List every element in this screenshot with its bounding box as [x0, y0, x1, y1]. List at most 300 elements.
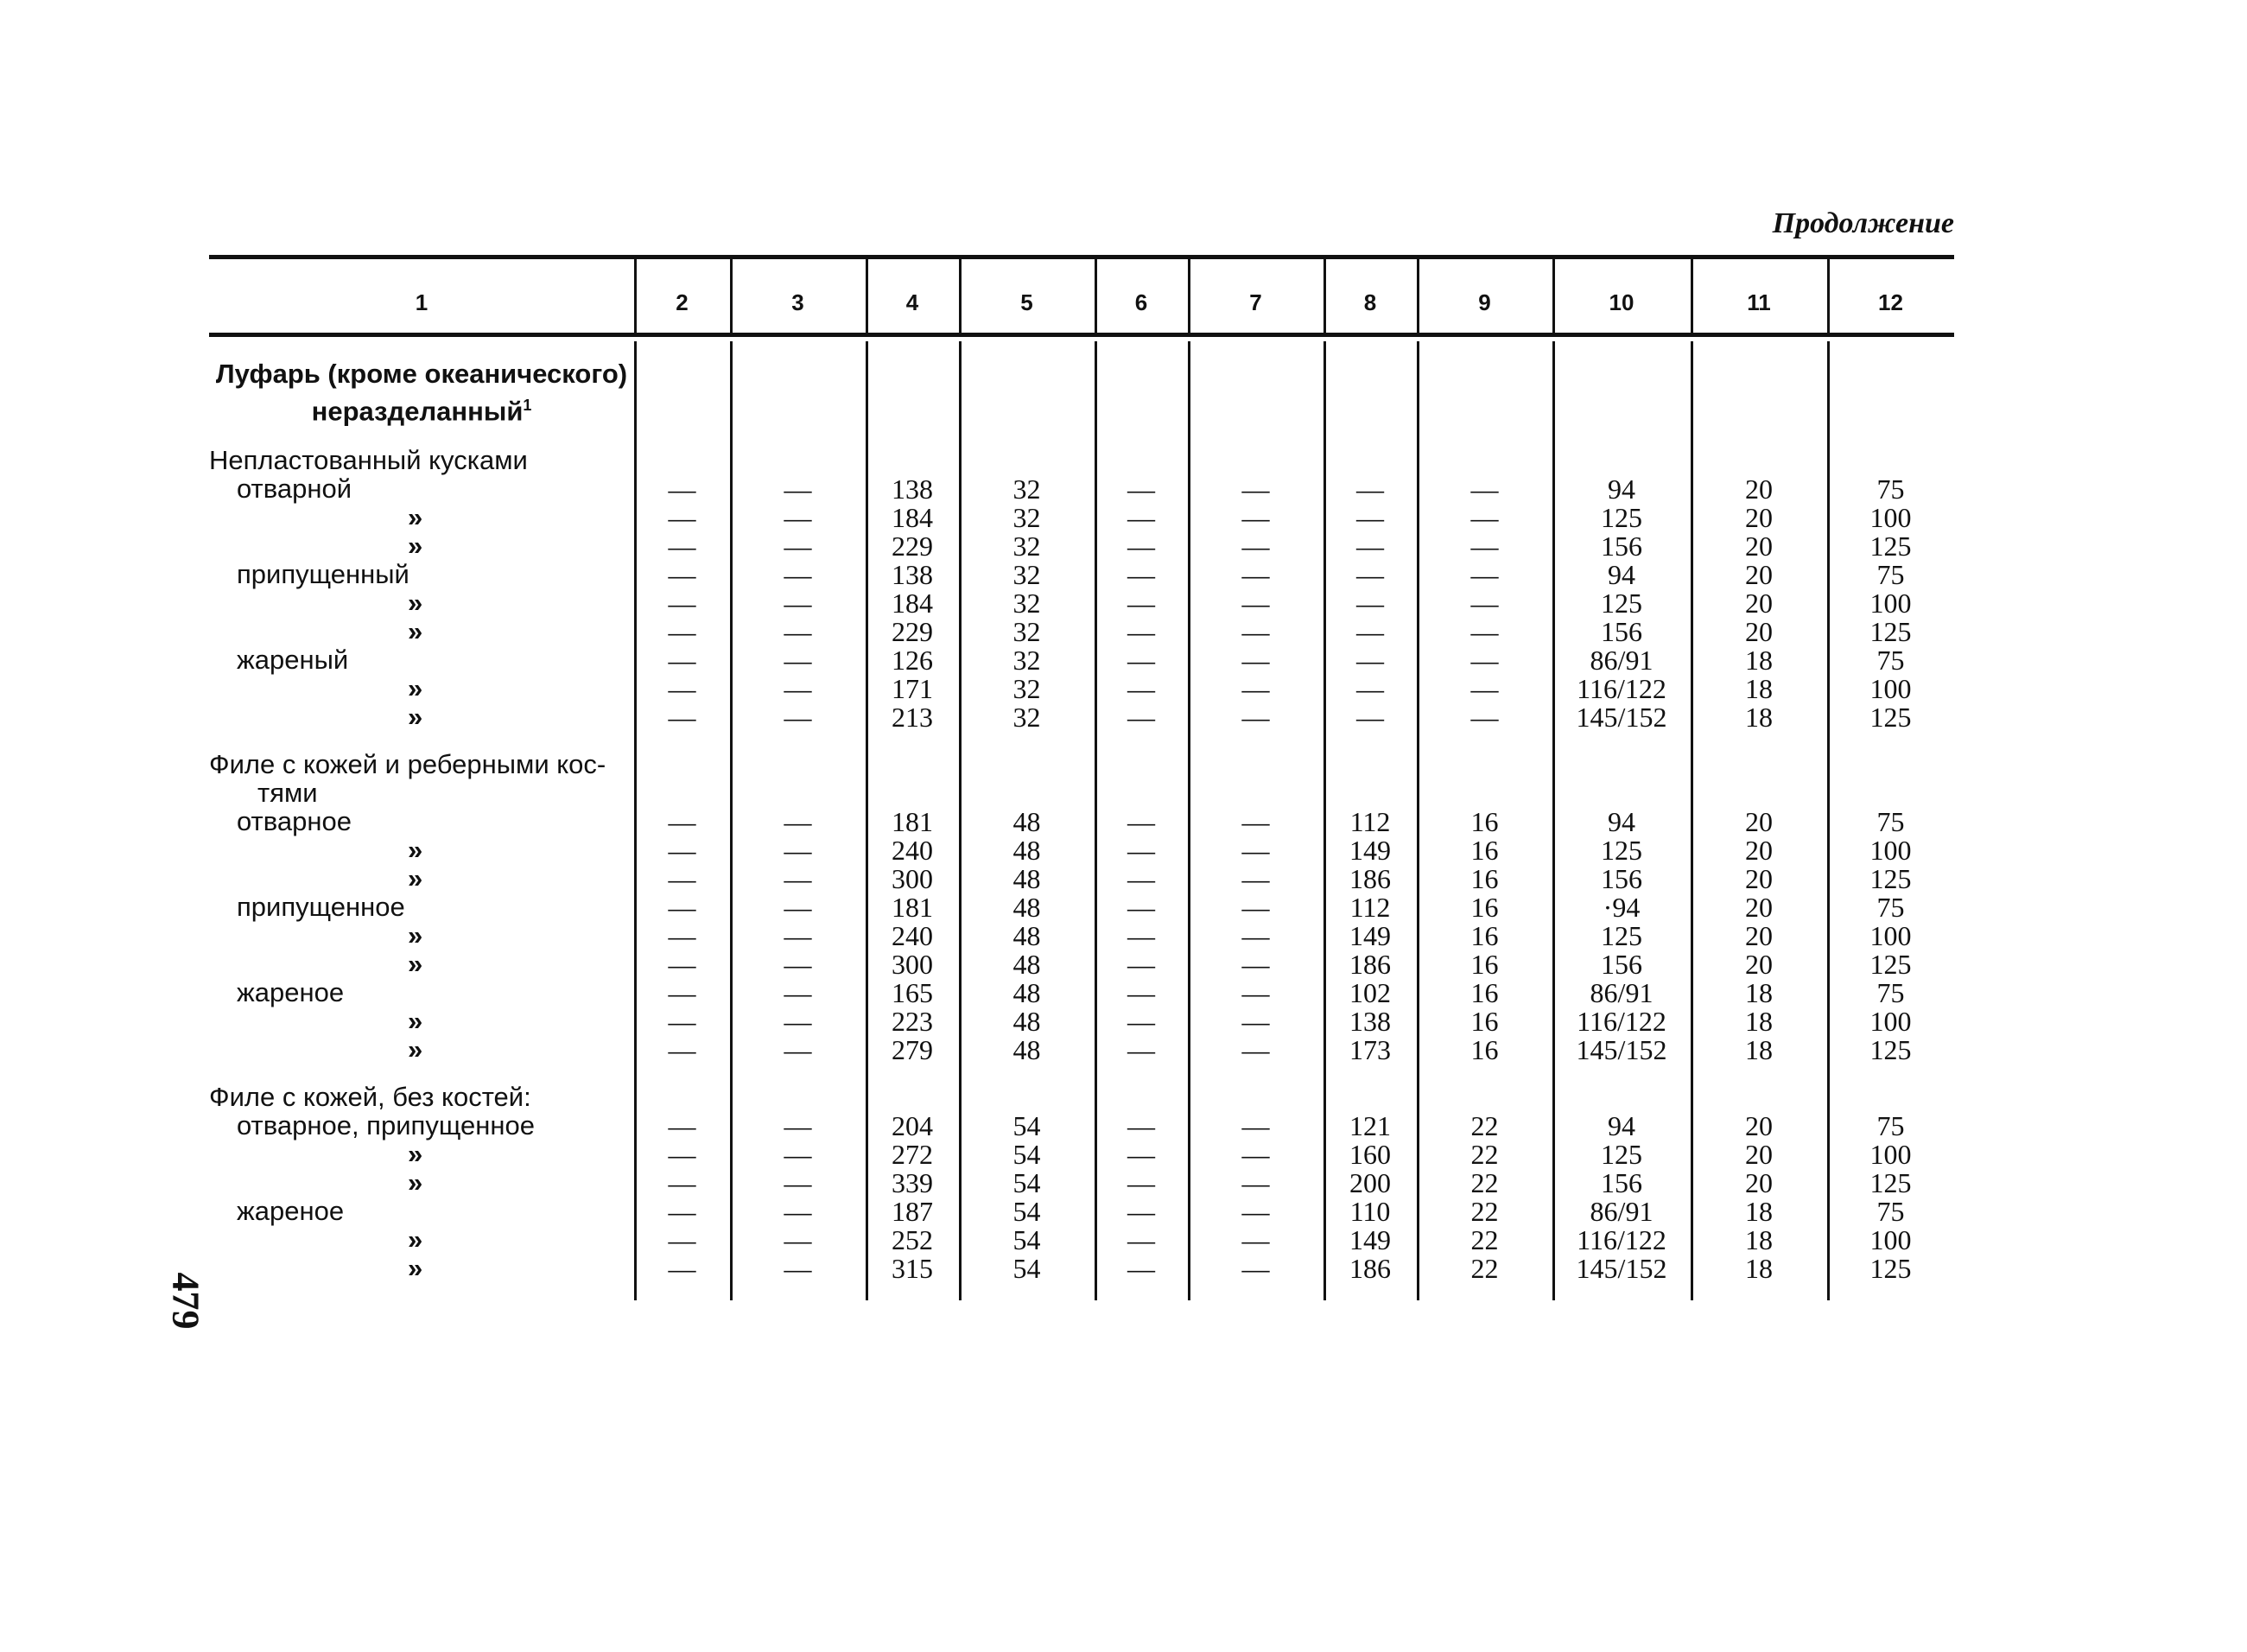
- table-cell: 86/91: [1590, 1196, 1654, 1227]
- table-cell: —: [784, 1253, 812, 1284]
- table-cell: 112: [1349, 892, 1391, 923]
- table-cell: ·94: [1603, 892, 1641, 923]
- row-label: отварное: [237, 806, 352, 836]
- table-cell: 100: [1869, 920, 1912, 951]
- table-cell: —: [784, 473, 812, 505]
- table-cell: 75: [1876, 1110, 1905, 1141]
- table-cell: —: [1241, 531, 1270, 562]
- table-cell: —: [1470, 673, 1499, 704]
- table-cell: 116/122: [1577, 1224, 1666, 1255]
- table-cell: 75: [1876, 1196, 1905, 1227]
- table-cell: —: [1127, 892, 1155, 923]
- table-cell: —: [668, 920, 696, 951]
- table-cell: —: [1241, 502, 1270, 533]
- column-header: 1: [415, 289, 428, 315]
- table-cell: 160: [1349, 1139, 1391, 1170]
- table-cell: 94: [1608, 806, 1635, 837]
- row-label: »: [408, 1224, 423, 1255]
- table-cell: —: [1241, 1034, 1270, 1065]
- table-cell: —: [668, 502, 696, 533]
- table-cell: 125: [1601, 1139, 1642, 1170]
- table-cell: 48: [1012, 863, 1041, 894]
- table-cell: 22: [1470, 1196, 1499, 1227]
- row-label: »: [408, 1139, 423, 1169]
- table-cell: 184: [892, 502, 933, 533]
- table-cell: —: [1241, 863, 1270, 894]
- table-cell: —: [1241, 473, 1270, 505]
- table-cell: —: [1241, 1110, 1270, 1141]
- table-cell: 86/91: [1590, 645, 1654, 676]
- table-cell: 156: [1601, 863, 1642, 894]
- table-cell: —: [1241, 673, 1270, 704]
- table-cell: 18: [1745, 977, 1773, 1008]
- table-cell: —: [1470, 502, 1499, 533]
- table-cell: —: [668, 645, 696, 676]
- table-cell: —: [1241, 645, 1270, 676]
- row-label: жареное: [237, 1196, 345, 1226]
- table-cell: 16: [1470, 835, 1499, 866]
- table-cell: —: [1356, 616, 1384, 647]
- table-cell: —: [784, 645, 812, 676]
- table-cell: 20: [1745, 473, 1773, 505]
- table-cell: —: [1356, 645, 1384, 676]
- table-cell: 279: [892, 1034, 933, 1065]
- table-cell: 125: [1601, 920, 1642, 951]
- table-cell: 20: [1745, 949, 1773, 980]
- table-cell: —: [1127, 531, 1155, 562]
- table-cell: —: [1127, 806, 1155, 837]
- table-title: [209, 359, 634, 427]
- table-cell: 138: [892, 559, 933, 590]
- table-cell: —: [1356, 559, 1384, 590]
- row-label: »: [408, 531, 423, 561]
- row-label: »: [408, 949, 423, 979]
- table-cell: 32: [1012, 559, 1041, 590]
- table-cell: 223: [892, 1006, 933, 1037]
- table-cell: 54: [1012, 1196, 1041, 1227]
- table-cell: 22: [1470, 1139, 1499, 1170]
- table-cell: —: [784, 835, 812, 866]
- table-cell: —: [784, 1139, 812, 1170]
- table-cell: —: [1241, 1224, 1270, 1255]
- column-header: 4: [905, 289, 919, 315]
- table-cell: 32: [1012, 702, 1041, 733]
- page-number: 479: [164, 1272, 207, 1330]
- table-cell: 75: [1876, 977, 1905, 1008]
- table-cell: —: [668, 806, 696, 837]
- table-cell: 100: [1869, 1006, 1912, 1037]
- table-cell: 156: [1601, 616, 1642, 647]
- table-cell: 54: [1012, 1110, 1041, 1141]
- table-cell: 272: [892, 1139, 933, 1170]
- table-cell: —: [1127, 1224, 1155, 1255]
- table-cell: 186: [1349, 863, 1391, 894]
- table-cell: —: [784, 920, 812, 951]
- column-header: 8: [1363, 289, 1377, 315]
- table-cell: 16: [1470, 949, 1499, 980]
- table-cell: —: [1127, 673, 1155, 704]
- data-table: [209, 255, 1954, 1309]
- table-cell: —: [784, 1167, 812, 1198]
- table-cell: —: [668, 1167, 696, 1198]
- table-cell: 18: [1745, 645, 1773, 676]
- table-cell: —: [1127, 1167, 1155, 1198]
- table-cell: 18: [1745, 1224, 1773, 1255]
- table-cell: 16: [1470, 806, 1499, 837]
- table-cell: —: [668, 702, 696, 733]
- table-cell: —: [1127, 616, 1155, 647]
- table-cell: 125: [1601, 502, 1642, 533]
- table-cell: 32: [1012, 645, 1041, 676]
- table-cell: 20: [1745, 502, 1773, 533]
- table-cell: 229: [892, 616, 933, 647]
- table-cell: 48: [1012, 949, 1041, 980]
- table-cell: —: [1241, 806, 1270, 837]
- table-cell: —: [1470, 588, 1499, 619]
- table-cell: 32: [1012, 531, 1041, 562]
- table-cell: 48: [1012, 835, 1041, 866]
- row-label: »: [408, 1034, 423, 1064]
- row-label: »: [408, 1167, 423, 1198]
- row-label: »: [408, 863, 423, 893]
- table-cell: 126: [892, 645, 933, 676]
- table-cell: —: [1241, 920, 1270, 951]
- table-cell: 32: [1012, 473, 1041, 505]
- table-cell: —: [1470, 559, 1499, 590]
- table-cell: —: [1127, 702, 1155, 733]
- table-cell: —: [668, 531, 696, 562]
- table-cell: 20: [1745, 1110, 1773, 1141]
- table-cell: 125: [1601, 588, 1642, 619]
- table-cell: —: [1241, 616, 1270, 647]
- table-cell: 94: [1608, 1110, 1635, 1141]
- table-title-footnote: 1: [523, 397, 532, 414]
- table-cell: 22: [1470, 1110, 1499, 1141]
- table-cell: 110: [1349, 1196, 1391, 1227]
- column-header: 6: [1134, 289, 1148, 315]
- table-cell: 121: [1349, 1110, 1391, 1141]
- table-cell: 75: [1876, 473, 1905, 505]
- table-cell: 125: [1869, 702, 1912, 733]
- table-cell: —: [784, 1110, 812, 1141]
- column-header: 12: [1878, 289, 1903, 315]
- table-cell: 75: [1876, 559, 1905, 590]
- table-cell: —: [1127, 863, 1155, 894]
- table-cell: 48: [1012, 977, 1041, 1008]
- table-cell: 116/122: [1577, 673, 1666, 704]
- table-cell: 187: [892, 1196, 933, 1227]
- table-cell: —: [1127, 977, 1155, 1008]
- table-cell: 54: [1012, 1224, 1041, 1255]
- table-cell: —: [1127, 645, 1155, 676]
- table-cell: 16: [1470, 977, 1499, 1008]
- table-cell: 171: [892, 673, 933, 704]
- row-label: припущенный: [237, 559, 409, 589]
- table-cell: —: [1127, 920, 1155, 951]
- table-cell: —: [668, 949, 696, 980]
- table-cell: 125: [1869, 531, 1912, 562]
- table-cell: 181: [892, 806, 933, 837]
- table-cell: —: [1127, 1139, 1155, 1170]
- table-cell: 48: [1012, 806, 1041, 837]
- column-header: 7: [1249, 289, 1262, 315]
- table-cell: —: [668, 892, 696, 923]
- table-cell: —: [784, 1224, 812, 1255]
- table-cell: 315: [892, 1253, 933, 1284]
- table-cell: —: [784, 806, 812, 837]
- table-cell: —: [668, 673, 696, 704]
- group-label: тями: [257, 778, 318, 808]
- table-cell: 100: [1869, 1139, 1912, 1170]
- table-cell: —: [1356, 473, 1384, 505]
- table-cell: 20: [1745, 559, 1773, 590]
- table-cell: —: [1241, 949, 1270, 980]
- table-cell: 145/152: [1576, 1253, 1667, 1284]
- table-cell: 16: [1470, 892, 1499, 923]
- table-cell: —: [784, 892, 812, 923]
- table-cell: 145/152: [1576, 1034, 1667, 1065]
- table-cell: —: [784, 702, 812, 733]
- table-cell: 54: [1012, 1139, 1041, 1170]
- table-cell: 300: [892, 863, 933, 894]
- table-cell: —: [784, 863, 812, 894]
- table-cell: 86/91: [1590, 977, 1654, 1008]
- table-cell: 149: [1349, 1224, 1391, 1255]
- table-cell: 240: [892, 835, 933, 866]
- table-cell: —: [1241, 559, 1270, 590]
- table-cell: —: [668, 1110, 696, 1141]
- column-header: 2: [676, 289, 689, 315]
- table-cell: 48: [1012, 892, 1041, 923]
- row-label: »: [408, 673, 423, 703]
- table-cell: —: [668, 1196, 696, 1227]
- row-label: »: [408, 1006, 423, 1036]
- table-cell: 32: [1012, 588, 1041, 619]
- row-label: отварной: [237, 473, 352, 504]
- table-cell: 213: [892, 702, 933, 733]
- table-cell: —: [668, 473, 696, 505]
- table-cell: 339: [892, 1167, 933, 1198]
- table-cell: 138: [892, 473, 933, 505]
- row-label: »: [408, 588, 423, 618]
- table-cell: 32: [1012, 673, 1041, 704]
- table-cell: —: [784, 1034, 812, 1065]
- table-cell: 204: [892, 1110, 933, 1141]
- table-cell: —: [1127, 1110, 1155, 1141]
- table-cell: —: [1241, 1196, 1270, 1227]
- table-cell: 125: [1869, 1167, 1912, 1198]
- table-cell: 20: [1745, 806, 1773, 837]
- table-cell: 20: [1745, 1139, 1773, 1170]
- table-cell: 18: [1745, 1006, 1773, 1037]
- table-cell: 54: [1012, 1253, 1041, 1284]
- table-cell: —: [784, 616, 812, 647]
- table-cell: —: [784, 673, 812, 704]
- table-cell: —: [668, 1224, 696, 1255]
- table-cell: —: [784, 502, 812, 533]
- table-cell: 54: [1012, 1167, 1041, 1198]
- table-cell: —: [668, 835, 696, 866]
- table-cell: 20: [1745, 531, 1773, 562]
- table-cell: —: [1127, 1196, 1155, 1227]
- row-label: »: [408, 702, 423, 732]
- table-cell: —: [784, 588, 812, 619]
- table-cell: —: [1241, 588, 1270, 619]
- table-cell: 20: [1745, 835, 1773, 866]
- table-cell: 125: [1869, 1034, 1912, 1065]
- table-cell: —: [1356, 502, 1384, 533]
- table-cell: 173: [1349, 1034, 1391, 1065]
- table-cell: —: [1241, 892, 1270, 923]
- table-cell: —: [1241, 702, 1270, 733]
- table-cell: 94: [1608, 559, 1635, 590]
- table-cell: —: [784, 531, 812, 562]
- table-cell: —: [1241, 1139, 1270, 1170]
- table-cell: 100: [1869, 1224, 1912, 1255]
- table-cell: 48: [1012, 920, 1041, 951]
- table-cell: 184: [892, 588, 933, 619]
- table-cell: —: [1470, 531, 1499, 562]
- table-cell: —: [1127, 559, 1155, 590]
- table-cell: —: [1241, 835, 1270, 866]
- table-cell: —: [1356, 702, 1384, 733]
- table-cell: —: [784, 977, 812, 1008]
- table-cell: —: [1356, 531, 1384, 562]
- column-header: 9: [1478, 289, 1491, 315]
- table-cell: 16: [1470, 920, 1499, 951]
- table-cell: —: [1127, 949, 1155, 980]
- row-label: »: [408, 1253, 423, 1283]
- table-cell: 149: [1349, 835, 1391, 866]
- table-cell: 20: [1745, 1167, 1773, 1198]
- table-cell: —: [1470, 473, 1499, 505]
- table-cell: 125: [1601, 835, 1642, 866]
- column-header: 10: [1609, 289, 1634, 315]
- table-cell: 125: [1869, 616, 1912, 647]
- column-header: 11: [1747, 289, 1771, 315]
- table-cell: 102: [1349, 977, 1391, 1008]
- table-cell: 100: [1869, 588, 1912, 619]
- column-header: 5: [1020, 289, 1033, 315]
- table-cell: —: [668, 863, 696, 894]
- table-cell: —: [1127, 502, 1155, 533]
- table-cell: —: [1127, 1253, 1155, 1284]
- table-cell: 22: [1470, 1253, 1499, 1284]
- group-label: Филе с кожей, без костей:: [209, 1082, 531, 1112]
- table-cell: —: [784, 1006, 812, 1037]
- table-cell: 32: [1012, 502, 1041, 533]
- table-cell: 20: [1745, 892, 1773, 923]
- table-cell: 149: [1349, 920, 1391, 951]
- table-cell: 125: [1869, 1253, 1912, 1284]
- table-cell: 22: [1470, 1224, 1499, 1255]
- table-cell: 138: [1349, 1006, 1391, 1037]
- table-cell: —: [668, 1006, 696, 1037]
- table-cell: 18: [1745, 702, 1773, 733]
- table-cell: 186: [1349, 949, 1391, 980]
- row-label: »: [408, 616, 423, 646]
- table-cell: 20: [1745, 588, 1773, 619]
- row-label: жареное: [237, 977, 345, 1007]
- table-cell: —: [1470, 616, 1499, 647]
- table-cell: 22: [1470, 1167, 1499, 1198]
- table-cell: 48: [1012, 1034, 1041, 1065]
- table-cell: 16: [1470, 1034, 1499, 1065]
- table-cell: —: [668, 977, 696, 1008]
- table-cell: —: [784, 949, 812, 980]
- table-cell: 75: [1876, 892, 1905, 923]
- table-cell: —: [784, 1196, 812, 1227]
- table-cell: —: [1241, 1006, 1270, 1037]
- table-cell: 240: [892, 920, 933, 951]
- table-cell: 125: [1869, 863, 1912, 894]
- table-cell: —: [1127, 835, 1155, 866]
- table-cell: 75: [1876, 645, 1905, 676]
- row-label: »: [408, 502, 423, 532]
- table-cell: 229: [892, 531, 933, 562]
- table-cell: —: [1127, 473, 1155, 505]
- column-header: 3: [791, 289, 804, 315]
- group-label: Непластованный кусками: [209, 445, 528, 475]
- table-cell: 300: [892, 949, 933, 980]
- table-cell: 181: [892, 892, 933, 923]
- table-cell: 200: [1349, 1167, 1391, 1198]
- table-cell: 18: [1745, 673, 1773, 704]
- table-cell: 32: [1012, 616, 1041, 647]
- table-cell: —: [1356, 588, 1384, 619]
- table-cell: 156: [1601, 949, 1642, 980]
- row-label: припущенное: [237, 892, 405, 922]
- table-cell: 20: [1745, 616, 1773, 647]
- table-cell: —: [1241, 1253, 1270, 1284]
- table-cell: —: [1241, 977, 1270, 1008]
- row-label: отварное, припущенное: [237, 1110, 535, 1141]
- table-cell: 18: [1745, 1253, 1773, 1284]
- row-label: жареный: [237, 645, 349, 675]
- row-label: »: [408, 920, 423, 950]
- table-cell: 156: [1601, 531, 1642, 562]
- table-cell: —: [1470, 702, 1499, 733]
- table-cell: 186: [1349, 1253, 1391, 1284]
- table-cell: —: [1127, 1006, 1155, 1037]
- table-cell: 100: [1869, 835, 1912, 866]
- table-header-rule: [209, 333, 1954, 337]
- table-cell: 20: [1745, 863, 1773, 894]
- table-cell: 48: [1012, 1006, 1041, 1037]
- continuation-label: Продолжение: [1772, 207, 1954, 239]
- table-cell: —: [668, 616, 696, 647]
- table-cell: 18: [1745, 1034, 1773, 1065]
- table-cell: —: [668, 1139, 696, 1170]
- table-cell: 16: [1470, 1006, 1499, 1037]
- table-cell: 116/122: [1577, 1006, 1666, 1037]
- table-cell: 18: [1745, 1196, 1773, 1227]
- table-cell: 100: [1869, 502, 1912, 533]
- row-label: »: [408, 835, 423, 865]
- table-cell: 16: [1470, 863, 1499, 894]
- table-cell: 156: [1601, 1167, 1642, 1198]
- table-cell: —: [668, 1253, 696, 1284]
- table-cell: —: [1127, 588, 1155, 619]
- table-title-text: Луфарь (кроме океанического) неразделанный: [215, 359, 628, 427]
- table-cell: 165: [892, 977, 933, 1008]
- table-cell: —: [1127, 1034, 1155, 1065]
- table-cell: 75: [1876, 806, 1905, 837]
- table-cell: —: [668, 559, 696, 590]
- table-cell: 94: [1608, 473, 1635, 505]
- table-cell: 100: [1869, 673, 1912, 704]
- group-label: Филе с кожей и реберными кос-: [209, 749, 606, 779]
